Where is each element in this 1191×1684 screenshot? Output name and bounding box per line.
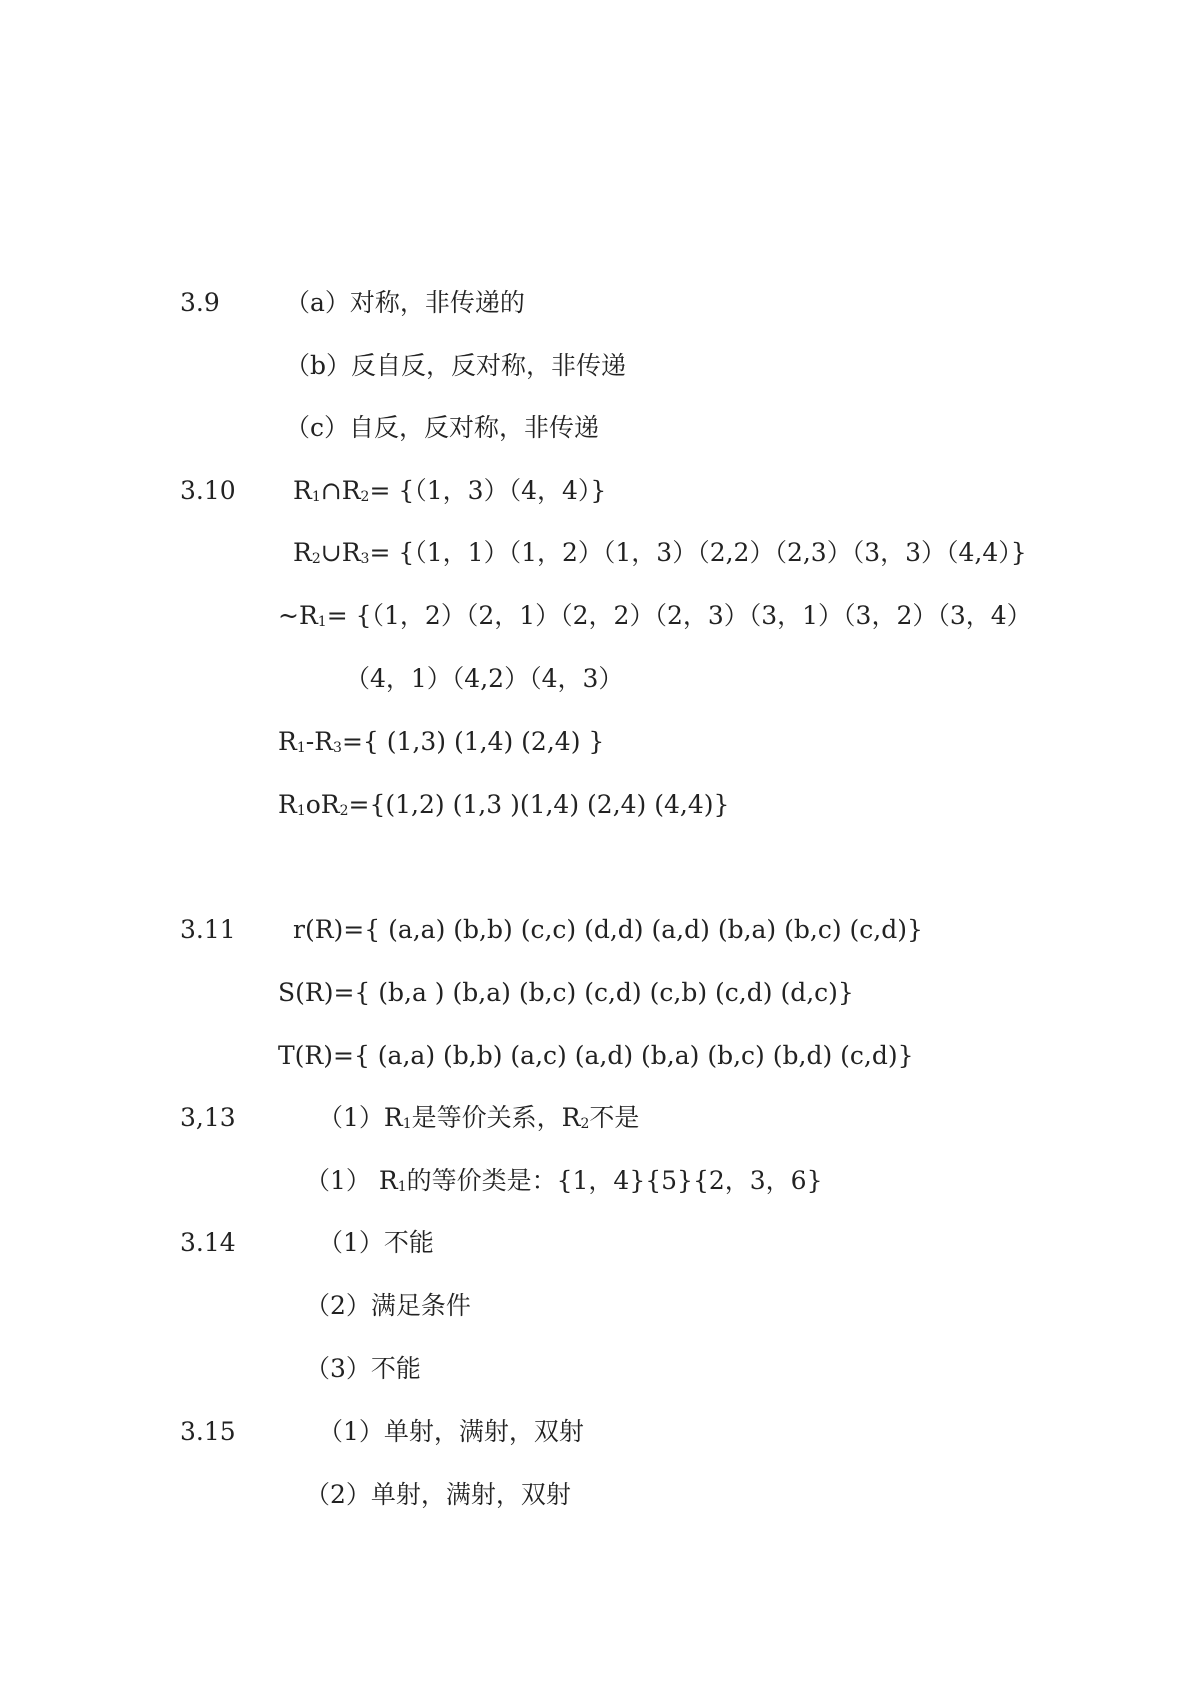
- answer-line: T(R)={ (a,a) (b,b) (a,c) (a,d) (b,a) (b,c) (b,d) (c,d)}: [278, 1041, 914, 1070]
- answer-line: $R_1oR_2=\{(1,2)$ (1,3 )(1,4) (2,4) (4,4)}: [278, 790, 730, 819]
- answer-line: S(R)={ (b,a ) (b,a) (b,c) (c,d) (c,b) (c,d) (d,c)}: [278, 978, 854, 1007]
- answer-line: （b）反自反，反对称，非传递: [285, 351, 627, 380]
- answer-line: $R_1-R_3=${ (1,3) (1,4) (2,4) }: [278, 727, 605, 756]
- answer-line: $(1)R_1$是等价关系，$R_2$不是: [318, 1103, 640, 1132]
- answer-line: （2）满足条件: [305, 1291, 471, 1320]
- answer-line: （4，1）（4,2）（4，3）: [345, 664, 624, 693]
- answer-line: r(R)={ (a,a) (b,b) (c,c) (d,d) (a,d) (b,a) (b,c) (c,d)}: [293, 915, 923, 944]
- answer-line: （3）不能: [305, 1354, 421, 1383]
- answer-line: （2）单射，满射，双射: [305, 1480, 571, 1509]
- problem-number: 3,13: [180, 1103, 236, 1132]
- answer-line: $\sim R_1= \{(1$，2）（2，1）（2，2）（2，3）（3，1）（3，2）（3，4）: [278, 601, 1032, 630]
- answer-line: （1） $R_1$的等价类是：{1，4}{5}{2，3，6}: [305, 1166, 823, 1195]
- problem-number: 3.14: [180, 1228, 236, 1257]
- problem-number: 3.9: [180, 288, 220, 317]
- answer-line: $R_1\cap R_2= \{(1$，3）（4，4）}: [293, 476, 607, 505]
- problem-number: 3.10: [180, 476, 236, 505]
- answer-line: （a）对称，非传递的: [285, 288, 525, 317]
- answer-line: （1）单射，满射，双射: [318, 1417, 584, 1446]
- problem-number: 3.11: [180, 915, 236, 944]
- answer-line: （c）自反，反对称，非传递: [285, 413, 600, 442]
- answer-line: $R_2\cup R_3= \{(1$，1）（1，2）（1，3）（2,2）（2,3）（3，3）（4,4）}: [293, 538, 1027, 567]
- answer-line: （1）不能: [318, 1228, 434, 1257]
- problem-number: 3.15: [180, 1417, 236, 1446]
